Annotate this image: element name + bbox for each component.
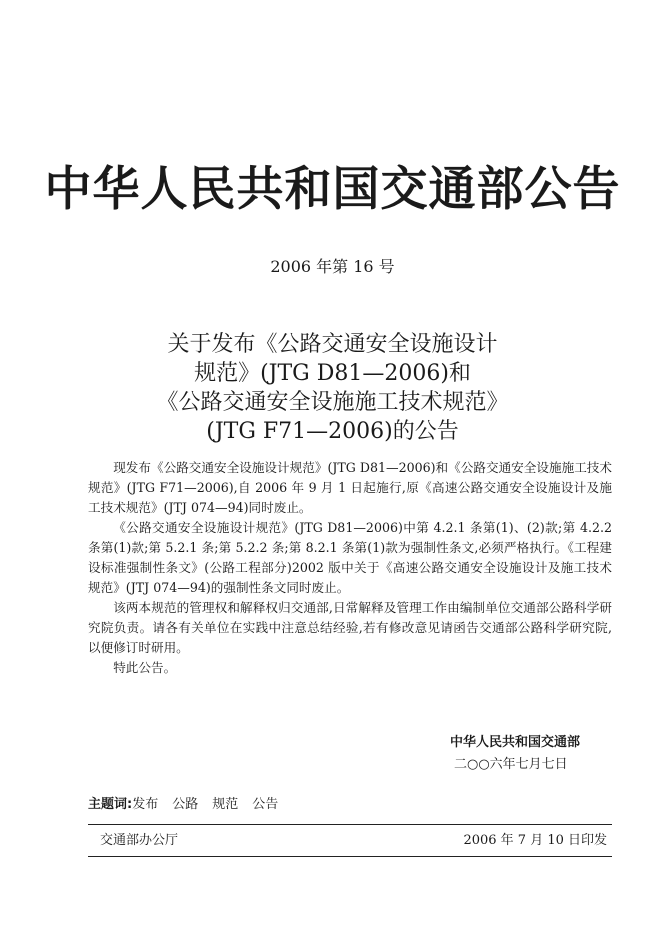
notice-title — [0, 330, 665, 446]
keywords-label: 主题词: — [88, 797, 133, 812]
keyword-item: 公告 — [252, 797, 279, 812]
issue-date: 二○○六年七月七日 — [454, 757, 568, 772]
notice-title-line: 《公路交通安全设施施工技术规范》 — [156, 390, 509, 415]
keyword-item: 规范 — [212, 797, 239, 812]
keywords-line — [88, 796, 292, 814]
notice-title-line: 关于发布《公路交通安全设施设计 — [167, 332, 498, 357]
notice-title-line: 规范》(JTG D81—2006)和 — [194, 361, 471, 386]
footer-print-date: 2006 年 7 月 10 日印发 — [463, 833, 607, 848]
notice-title-line: (JTG F71—2006)的公告 — [206, 419, 459, 444]
footer-top-rule — [88, 824, 612, 825]
footer-bottom-rule — [88, 856, 612, 857]
body-paragraph: 该两本规范的管理权和解释权归交通部,日常解释及管理工作由编制单位交通部公路科学研究院负责。请各有关单位在实践中注意总结经验,若有修改意见请函告交通部公路科学研究院,以便修订时研用。 — [88, 600, 612, 655]
keyword-item: 发布 — [132, 797, 159, 812]
keyword-item: 公路 — [172, 797, 199, 812]
issue-number: 2006 年第 16 号 — [270, 257, 395, 276]
issuer-name: 中华人民共和国交通部 — [450, 735, 581, 750]
body-paragraph: 现发布《公路交通安全设施设计规范》(JTG D81—2006)和《公路交通安全设施施工技术规范》(JTG F71—2006),自 2006 年 9 月 1 日起施行,原《高速公路交通安全设施设计及施工技术规范》(JTJ 074—94)同时废止。 — [88, 460, 612, 515]
notice-body — [88, 458, 612, 678]
footer-office: 交通部办公厅 — [100, 833, 179, 848]
body-paragraph: 《公路交通安全设施设计规范》(JTG D81—2006)中第 4.2.1 条第(1)、(2)款;第 4.2.2 条第(1)款;第 5.2.1 条;第 5.2.2 条;第 8.2.1 条第(1)款为强制性条文,必须严格执行。《工程建设标准强制性条文》(公路工程部分)2002 版中关于《高速公路交通安全设施设计及施工技术规范》(JTJ 074—94)的强制性条文同时废止。 — [88, 520, 612, 595]
document-header: 中华人民共和国交通部公告 — [44, 162, 621, 217]
body-paragraph: 特此公告。 — [113, 660, 177, 675]
